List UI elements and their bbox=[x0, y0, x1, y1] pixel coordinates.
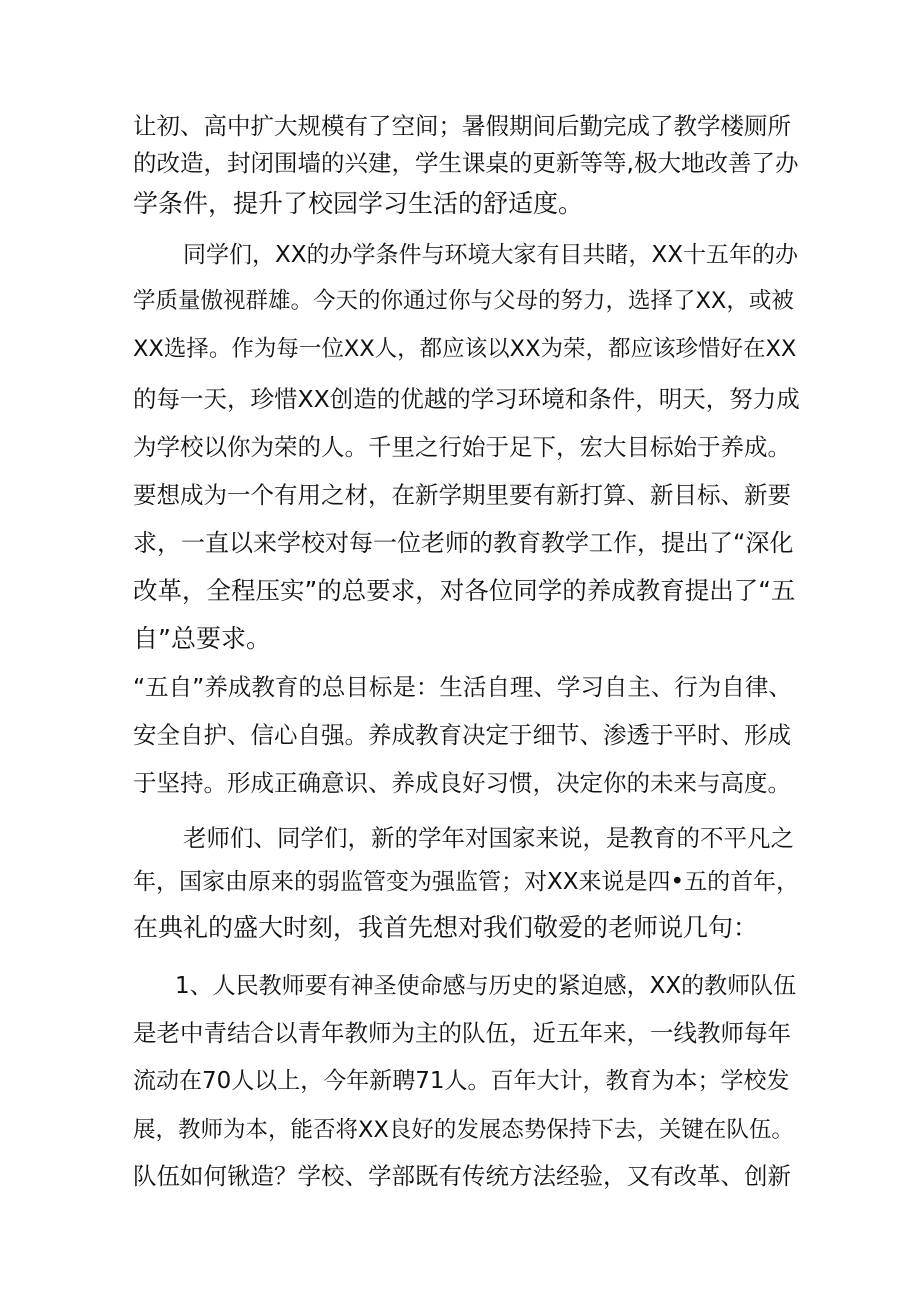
text-line: 同学们，XX的办学条件与环境大家有目共睹，XX十五年的办 bbox=[183, 242, 799, 268]
text-line: 于坚持。形成正确意识、养成良好习惯，决定你的未来与高度。 bbox=[133, 769, 791, 797]
text-line: 要想成为一个有用之材，在新学期里要有新打算、新目标、新要 bbox=[133, 481, 791, 509]
text-line: 为学校以你为荣的人。千里之行始于足下，宏大目标始于养成。 bbox=[133, 433, 791, 461]
text-line: 在典礼的盛大时刻，我首先想对我们敬爱的老师说几句： bbox=[133, 913, 759, 942]
text-line: 安全自护、信心自强。养成教育决定于细节、渗透于平时、形成 bbox=[133, 721, 791, 749]
text-line: XX选择。作为每一位XX人，都应该以XX为荣，都应该珍惜好在XX bbox=[133, 336, 797, 362]
text-line: 求，一直以来学校对每一位老师的教育教学工作，提出了“深化 bbox=[133, 529, 794, 557]
text-line: 老师们、同学们，新的学年对国家来说，是教育的不平凡之 bbox=[183, 824, 794, 852]
text-line: 年，国家由原来的弱监管变为强监管；对XX来说是四•五的首年， bbox=[133, 869, 800, 895]
text-line: 学质量傲视群雄。今天的你通过你与父母的努力，选择了XX，或被 bbox=[133, 288, 794, 314]
text-line: “五自”养成教育的总目标是：生活自理、学习自主、行为自律、 bbox=[133, 673, 792, 701]
text-line: 是老中青结合以青年教师为主的队伍，近五年来，一线教师每年 bbox=[133, 1019, 791, 1047]
text-line: 让初、高中扩大规模有了空间；暑假期间后勤完成了教学楼厕所 bbox=[133, 112, 791, 140]
text-line: 改革，全程压实”的总要求，对各位同学的养成教育提出了“五 bbox=[133, 576, 796, 605]
text-line: 学条件，提升了校园学习生活的舒适度。 bbox=[133, 189, 584, 218]
text-line: 自”总要求。 bbox=[133, 624, 271, 653]
text-line: 的改造，封闭围墙的兴建，学生课桌的更新等等,极大地改善了办 bbox=[133, 149, 799, 177]
text-line: 展，教师为本，能否将XX良好的发展态势保持下去，关键在队伍。 bbox=[133, 1117, 794, 1143]
text-line: 流动在70人以上，今年新聘71人。百年大计，教育为本；学校发 bbox=[133, 1068, 790, 1094]
text-line: 1、人民教师要有神圣使命感与历史的紧迫感，XX的教师队伍 bbox=[175, 973, 797, 999]
text-line: 的每一天，珍惜XX创造的优越的学习环境和条件，明天，努力成 bbox=[133, 385, 800, 413]
text-line: 队伍如何锹造？学校、学部既有传统方法经验，又有改革、创新 bbox=[133, 1162, 791, 1190]
